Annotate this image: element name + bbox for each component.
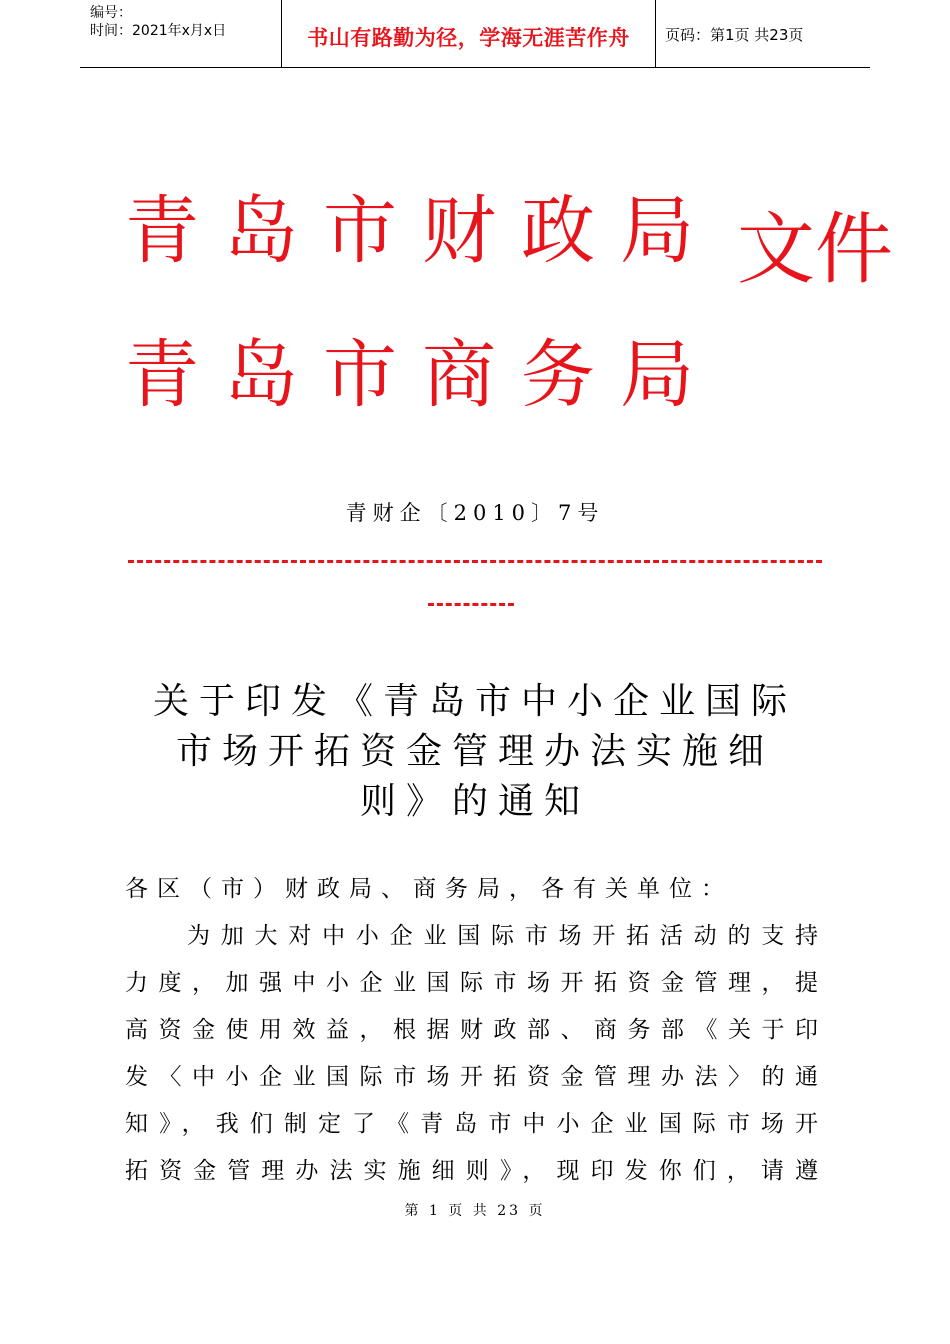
page-footer: 第 1 页 共 23 页 <box>404 1203 546 1219</box>
masthead-issuer-finance: 青岛市财政局 <box>125 188 719 274</box>
document-body <box>125 866 825 1195</box>
document-title <box>110 677 840 827</box>
page-header <box>80 0 870 68</box>
body-line: 为加大对中小企业国际市场开拓活动的支持 <box>187 923 825 949</box>
document-number: 青财企〔2010〕7号 <box>345 501 605 525</box>
title-line: 则》的通知 <box>359 781 590 822</box>
body-line: 拓资金管理办法实施细则》，现印发你们，请遵 <box>125 1158 825 1184</box>
number-label: 编号： <box>90 5 132 21</box>
red-separator-line <box>428 603 514 606</box>
time-label: 时间：2021年x月x日 <box>90 23 227 39</box>
masthead-issuer-commerce: 青岛市商务局 <box>125 332 719 418</box>
body-line: 高资金使用效益，根据财政部、商务部《关于印 <box>125 1017 825 1043</box>
body-line: 发〈中小企业国际市场开拓资金管理办法〉的通 <box>125 1064 825 1090</box>
red-separator-line <box>128 560 822 563</box>
body-line: 力度，加强中小企业国际市场开拓资金管理，提 <box>125 970 825 996</box>
header-divider <box>655 0 656 68</box>
body-line: 知》，我们制定了《青岛市中小企业国际市场开 <box>125 1111 825 1137</box>
salutation: 各区（市）财政局、商务局，各有关单位： <box>125 876 733 902</box>
header-meta <box>90 4 280 40</box>
title-line: 关于印发《青岛市中小企业国际 <box>152 681 797 722</box>
header-page-info: 页码：第1页 共23页 <box>665 26 804 44</box>
header-motto: 书山有路勤为径，学海无涯苦作舟 <box>307 25 630 50</box>
title-line: 市场开拓资金管理办法实施细 <box>175 731 774 772</box>
body-paragraph <box>125 913 825 1195</box>
masthead-document-suffix: 文件 <box>737 205 894 295</box>
